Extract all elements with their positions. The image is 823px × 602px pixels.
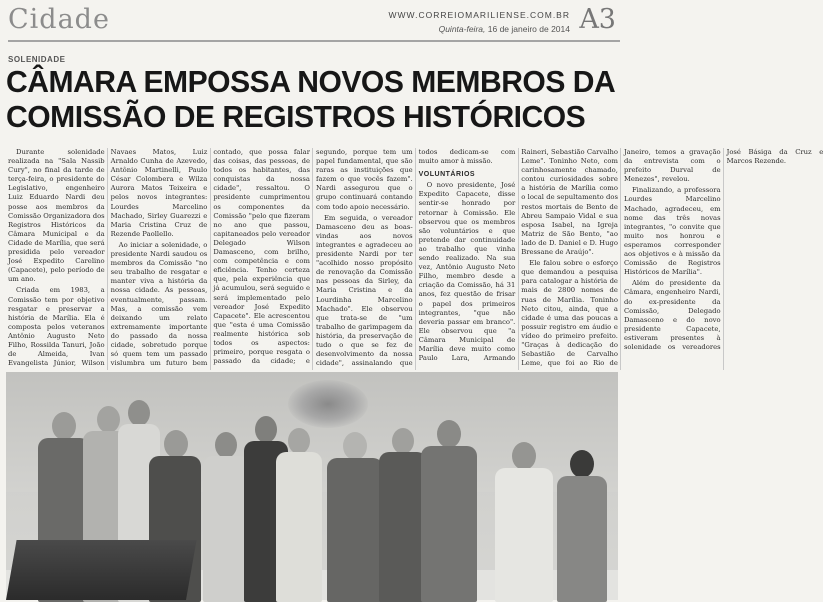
photo-person [554,450,610,602]
photo-table [6,540,197,600]
group-photo [6,372,618,600]
body-paragraph: Ao iniciar a solenidade, o presidente Nardi saudou os membros da Comissão "no seu trabalho de resgatar e manter viva a história da nossa cidade. As pessoas, eventualmente, passam. Mas, a comissão vem deixando um relato extremamente importante do passado da nossa cidade, sobretudo porque só quem tem um passado vislumbra um futuro bem contado, que possa falar das coisas, das pessoas, de todos os habitantes, das conquistas da nossa cidade", ressaltou. O presidente cumprimentou os componentes da Comissão "pelo que fizeram no ano que passou, capitaneados pelo vereador Delegado Wilson Damasceno, com brilho, com competência e com eficiência. Tenho certeza que, pela experiência que já acumulou, será seguido e será implementado pelo vereador José Expedito Capacete". Ele acrescentou que "esta é uma Comissão realmente histórica sob todos os aspectos: primeiro, porque resgata o passado da cidade; e segundo, porque tem um papel fundamental, que são raras as instituições que fazem o que vocês fazem". Nardi assegurou que o grupo continuará contando com todo apoio necessário. [110,148,413,368]
article-kicker: SOLENIDADE [8,55,66,64]
issue-date-text: 16 de janeiro de 2014 [487,24,570,34]
header-divider [8,40,620,42]
body-paragraph: O novo presidente, José Expedito Capacete, disse sentir-se honrado por retornar à Comissão. Ele observou que os membros são voluntários e que pretende dar continuidade ao trabalho que vinha sendo realizado. Na sua vez, Antônio Augusto Neto Filho, membro desde a criação da Comissão, há 31 anos, fez questão de frisar o papel dos primeiros integrantes, "que não deveria passar em branco". Ele observou que "a Câmara Municipal de Marília deve muito como Paulo Lara, Armando Raineri, Sebastião Carvalho Leme". Toninho Neto, com carinhosamente chamado, contou curiosidades sobre a história de Marília como o local de sepultamento dos restos mortais de Bento de Abreu Sampaio Vidal e sua esposa Isabel, na Igreja Matriz de São Bento, "ao lado de D. Daniel e D. Hugo Bressane de Araújo". [418,148,618,363]
body-paragraph: Criada em 1983, a Comissão tem por objetivo resgatar e preservar a história de Marília. Ela é composta pelos veteranos Antônio Augusto Neto Filho, Rossilda Tanuri, João de Almeida, Ivan Evangelista Júnior, Wilson Navaes Matos, Luiz Arnaldo Cunha de Azevedo, Antônio Martinelli, Paulo César Colombera e Wilza Aurora Matos Teixeira e pelos novos integrantes: Lourdes Marcelino Machado, Sirley Guarezzi e Maria Cristina Cruz de Rezende Paollello. [8,148,208,368]
article-body [8,148,823,370]
photo-person [418,420,480,602]
section-title: Cidade [8,4,110,35]
photo-person [274,428,324,602]
body-paragraph: Ele falou sobre o esforço que demandou a pesquisa para catalogar a história de mais de 2800 nomes de ruas de Marília. Toninho Neto citou, ainda, que a cidade é uma das poucas a possuir registro em áudio e vídeo do primeiro prefeito. "Graças à dedicação do Sebastião de Carvalho Leme, que foi ao Rio de Janeiro, temos a gravação da entrevista com o prefeito Durval de Menezes", revelou. [521,148,721,368]
body-paragraph: Durante solenidade realizada na "Sala Nassib Cury", no final da tarde de terça-feira, o presidente do Legislativo, engenheiro Luiz Eduardo Nardi deu posse aos membros da Comissão Organizadora dos Registros Históricos da Câmara Municipal e da Cidade de Marília, que será presidida pelo vereador José Expedito Carelino (Capacete), pelo período de um ano. [8,148,105,284]
issue-weekday: Quinta-feira, [438,24,486,34]
body-paragraph: Em seguida, o vereador Damasceno deu as boas-vindas aos novos integrantes e agradeceu ao presidente Nardi por ter "acolhido nosso propósito de renovação da Comissão nas pessoas da Sirley, da Maria Cristina e da Lourdinha Marcelino Machado". Ele observou que trata-se de "um trabalho de garimpagem da história, da preservação de tudo o que se fez de desenvolvimento da nossa cidade", assinalando que todos dedicam-se com muito amor à missão. [315,148,516,368]
masthead-info [389,10,570,34]
issue-date [389,24,570,34]
photo-person [492,442,556,602]
article-headline: CÂMARA EMPOSSA NOVOS MEMBROS DA COMISSÃO DE REGISTROS HISTÓRICOS [6,64,615,134]
article-subhead: VOLUNTÁRIOS [418,171,476,179]
page-number: A3 [579,4,616,35]
body-paragraph: Finalizando, a professora Lourdes Marcelino Machado, agradeceu, em nome das três novas integrantes, "o convite que muito nos honrou e esperamos corresponder aos objetivos e à missão da Comissão de Registros Históricos de Marília". [623,186,721,277]
body-paragraph: Além do presidente da Câmara, engenheiro Nardi, do ex-presidente da Comissão, Delegado Damasceno e do novo presidente Capacete, estiveram presentes à solenidade os vereadores José Básiga da Cruz e Marcos Rezende. [623,148,823,351]
site-url[interactable]: WWW.CORREIOMARILIENSE.COM.BR [388,10,570,20]
wall-emblem [288,380,368,428]
